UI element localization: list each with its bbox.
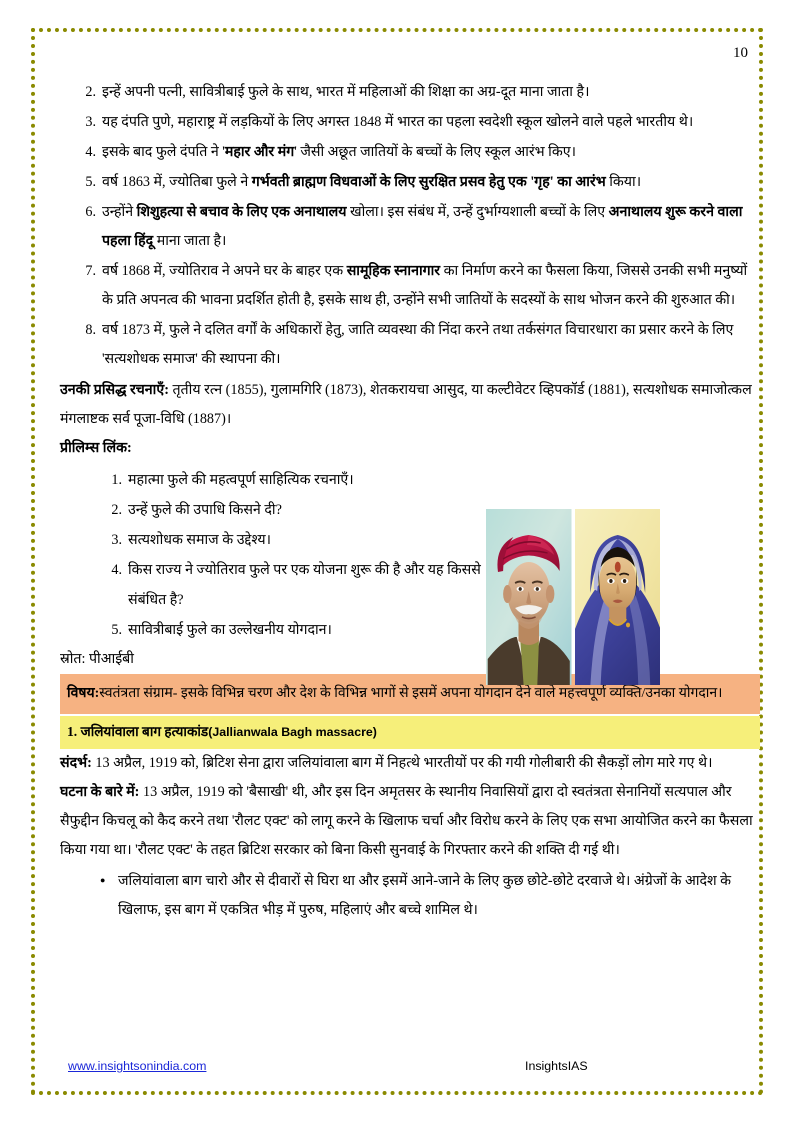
list-item bbox=[128, 525, 760, 555]
topic-label: विषय: bbox=[67, 686, 100, 701]
emphasised-phrase: अनाथालय शुरू करने वाला पहला हिंदू bbox=[102, 204, 743, 249]
phule-portraits bbox=[486, 509, 660, 685]
list-item bbox=[102, 138, 760, 167]
savitribai-phule-portrait bbox=[575, 509, 661, 685]
list-item bbox=[118, 867, 760, 925]
article-number: 1. bbox=[67, 724, 78, 739]
prelims-question: किस राज्य ने ज्योतिराव फुले पर एक योजना शुरू की है और यह किससे संबंधित है? bbox=[128, 562, 481, 608]
article-title-line bbox=[67, 724, 377, 739]
emphasised-phrase: महार और मंग bbox=[224, 144, 295, 160]
topic-box-content bbox=[67, 686, 722, 701]
brand-name: InsightsIAS bbox=[525, 1059, 588, 1073]
prelims-question: सत्यशोधक समाज के उद्देश्य। bbox=[128, 532, 271, 548]
about-event-text: 13 अप्रैल, 1919 को 'बैसाखी' थी, और इस दिन अमृतसर के स्थानीय निवासियों द्वारा दो स्वतंत्रता सेनानियों सत्यपाल और सैफुद्दीन किचलू को कैद करने तथा 'रौलट एक्ट' को लागू करने के खिलाफ चर्चा और विरोध करने के लिए एक सभा आयोजित करने का फैसला किया गया था। 'रौलट एक्ट' के तहत ब्रिटिश सरकार को बिना किसी सुनवाई के गिरफ्तार करने की शक्ति दी गई थी। bbox=[60, 784, 753, 858]
list-item bbox=[102, 198, 760, 256]
page-content bbox=[60, 78, 760, 925]
savitribai-phule-image bbox=[575, 509, 661, 685]
about-event-label: घटना के बारे में: bbox=[60, 784, 140, 800]
article-title-hindi: जलियांवाला बाग हत्याकांड bbox=[80, 724, 209, 739]
emphasised-phrase: सामूहिक स्नानागार bbox=[346, 263, 441, 279]
list-item bbox=[128, 495, 760, 525]
source-line: स्रोत: पीआईबी bbox=[60, 651, 134, 667]
list-item bbox=[102, 257, 760, 315]
page-number: 10 bbox=[733, 45, 748, 61]
article-title-english: (Jallianwala Bagh massacre) bbox=[208, 725, 377, 739]
facts-list bbox=[60, 78, 760, 374]
fact-text: वर्ष 1873 में, फुले ने दलित वर्गों के अधिकारों हेतु, जाति व्यवस्था की निंदा करने तथा तर्कसंगत विचारधारा का प्रसार करने के लिए 'सत्यशोधक समाज' की स्थापना की। bbox=[102, 322, 734, 367]
fact-text: उन्होंने शिशुहत्या से बचाव के लिए एक अनाथालय खोला। इस संबंध में, उन्हें दुर्भाग्यशाली बच्चों के लिए अनाथालय शुरू करने वाला पहला हिंदू माना जाता है। bbox=[102, 204, 743, 249]
prelims-question: महात्मा फुले की महत्वपूर्ण साहित्यिक रचनाएँ। bbox=[128, 472, 354, 488]
prelims-question: उन्हें फुले की उपाधि किसने दी? bbox=[128, 502, 282, 518]
prelims-question: सावित्रीबाई फुले का उल्लेखनीय योगदान। bbox=[128, 622, 332, 638]
topic-text: स्वतंत्रता संग्राम- इसके विभिन्न चरण और देश के विभिन्न भागों से इसमें अपना योगदान देने वाले महत्त्वपूर्ण व्यक्ति/उनका योगदान। bbox=[99, 686, 723, 701]
jyotirao-phule-portrait bbox=[486, 509, 572, 685]
list-item bbox=[128, 465, 760, 495]
context-text: 13 अप्रैल, 1919 को, ब्रिटिश सेना द्वारा जलियांवाला बाग में निहत्थे भारतीयों पर की गयी गोलीबारी की सैकड़ों लोग मारे गए थे। bbox=[91, 755, 713, 771]
context-label: संदर्भ: bbox=[60, 755, 92, 771]
emphasised-phrase: शिशुहत्या से बचाव के लिए एक अनाथालय bbox=[136, 204, 347, 220]
fact-text: इसके बाद फुले दंपति ने 'महार और मंग' जैसी अछूत जातियों के बच्चों के लिए स्कूल आरंभ किए। bbox=[102, 144, 576, 160]
prelims-link-heading: प्रीलिम्स लिंक: bbox=[60, 440, 132, 456]
famous-works-text: तृतीय रत्न (1855), गुलामगिरि (1873), शेतकरायचा आसुद, या कल्टीवेटर व्हिपकॉर्ड (1881), सत्यशोधक समाजोत्कल मंगलाष्टक सर्व पूजा-विधि (1887)। bbox=[60, 382, 752, 427]
famous-works-paragraph bbox=[60, 376, 760, 434]
list-item bbox=[102, 78, 760, 107]
emphasised-phrase: गर्भवती ब्राह्मण विधवाओं के लिए सुरक्षित प्रसव हेतु एक 'गृह' का आरंभ bbox=[251, 174, 606, 190]
list-item bbox=[102, 168, 760, 197]
about-event-paragraph bbox=[60, 778, 760, 865]
famous-works-label: उनकी प्रसिद्ध रचनाएँ: bbox=[60, 382, 169, 398]
page-footer bbox=[60, 1059, 734, 1081]
list-item bbox=[102, 316, 760, 374]
list-item bbox=[128, 555, 488, 615]
context-paragraph bbox=[60, 749, 760, 778]
fact-text: वर्ष 1868 में, ज्योतिराव ने अपने घर के बाहर एक सामूहिक स्नानागार का निर्माण करने का फैसला किया, जिससे उनकी सभी मनुष्यों के प्रति अपनत्व की भावना प्रदर्शित होती है, इसके साथ ही, उन्होंने सभी जातियों के सदस्यों के साथ भोजन करने की शुरुआत की। bbox=[102, 263, 748, 308]
fact-text: वर्ष 1863 में, ज्योतिबा फुले ने गर्भवती ब्राह्मण विधवाओं के लिए सुरक्षित प्रसव हेतु एक 'गृह' का आरंभ किया। bbox=[102, 174, 642, 190]
event-details-bullets bbox=[60, 867, 760, 925]
insights-website-link[interactable]: www.insightsonindia.com bbox=[68, 1059, 207, 1073]
fact-text: इन्हें अपनी पत्नी, सावित्रीबाई फुले के साथ, भारत में महिलाओं की शिक्षा का अग्र-दूत माना जाता है। bbox=[102, 84, 590, 100]
fact-text: यह दंपति पुणे, महाराष्ट्र में लड़कियों के लिए अगस्त 1848 में भारत का पहला स्वदेशी स्कूल खोलने वाले पहले भारतीय थे। bbox=[102, 114, 694, 130]
article-title-box bbox=[60, 716, 760, 749]
bullet-text: जलियांवाला बाग चारो और से दीवारों से घिरा था और इसमें आने-जाने के लिए कुछ छोटे-छोटे दरवाजे थे। अंग्रेजों के आदेश के खिलाफ, इस बाग में एकत्रित भीड़ में पुरुष, महिलाएं और बच्चे शामिल थे। bbox=[118, 873, 732, 918]
list-item bbox=[102, 108, 760, 137]
list-item bbox=[128, 615, 760, 645]
jyotirao-phule-image bbox=[486, 509, 572, 685]
